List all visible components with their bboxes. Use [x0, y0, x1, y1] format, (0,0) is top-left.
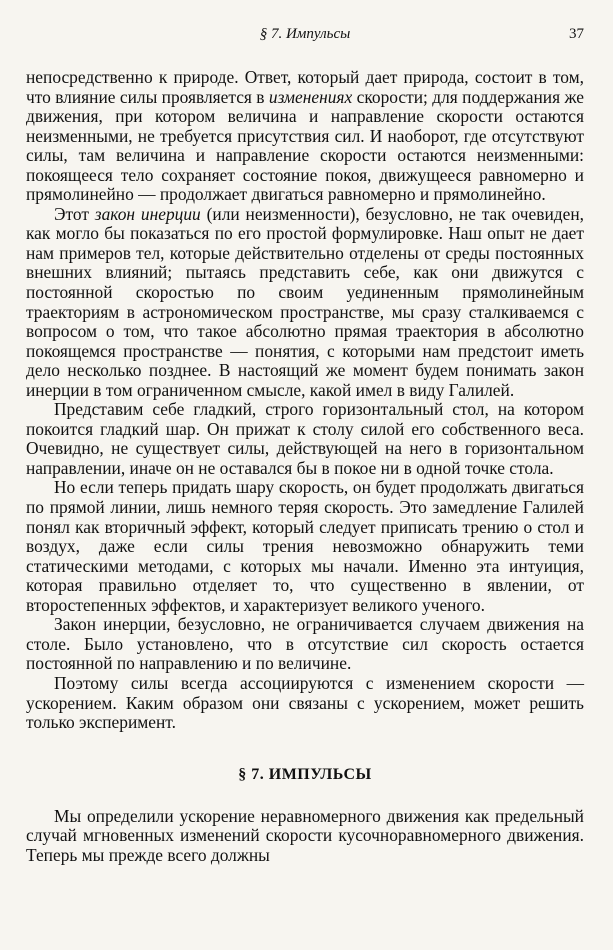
emphasis-changes: изменениях — [268, 86, 353, 107]
paragraph-4: Но если теперь придать шару скорость, он будет продолжать двигаться по прямой линии, лишь немного теряя скорость. Это замедление Галилей понял как вторичный эффект, который следует приписать трению о стол и воздух, даже если силы трения невозможно обнаружить теми статическими методами, с которых мы начали. Именно эта интуиция, которая правильно отделяет то, что существенно в явлении, от второстепенных эффектов, и характеризует великого ученого. — [26, 477, 584, 615]
paragraph-1-end: скорости; для поддержания же движения, при котором величина и направление скорости остаются неизменными, не требуется присутствия сил. И наоборот, где отсутствуют силы, там величина и направление скорости остаются неизменными: покоящееся тело сохраняет состояние покоя, движущееся равномерно и прямолинейно — продолжает двигаться равномерно и прямолинейно. — [26, 86, 584, 205]
running-title: § 7. Импульсы — [259, 26, 351, 42]
emphasis-law-of-inertia: закон инерции — [94, 203, 201, 224]
page-number: 37 — [569, 26, 584, 42]
section-body — [26, 807, 584, 866]
body-text — [26, 68, 584, 733]
paragraph-1 — [26, 68, 584, 205]
paragraph-2-start: Этот — [54, 203, 95, 224]
paragraph-3: Представим себе гладкий, строго горизонтальный стол, на котором покоится гладкий шар. Он прижат к столу силой его собственного веса. Очевидно, не существует силы, действующей на него в горизонтальном направлении, иначе он не оставался бы в покое ни в одной точке стола. — [26, 399, 584, 478]
running-header — [26, 18, 584, 44]
section-paragraph-1: Мы определили ускорение неравномерного движения как предельный случай мгновенных изменений скорости кусочноравномерного движения. Теперь мы прежде всего должны — [26, 805, 584, 865]
paragraph-5: Закон инерции, безусловно, не ограничивается случаем движения на столе. Было установлено, что в отсутствие сил скорость остается постоянной по направлению и по величине. — [26, 614, 584, 674]
paragraph-6: Поэтому силы всегда ассоциируются с изменением скорости — ускорением. Каким образом они связаны с ускорением, может решить только эксперимент. — [26, 672, 584, 733]
section-heading: § 7. ИМПУЛЬСЫ — [238, 765, 372, 783]
book-page — [26, 18, 584, 865]
paragraph-1-start: непосредственно к природе. Ответ, который дает природа, состоит в том, что влияние силы проявляется в — [26, 67, 584, 107]
paragraph-2-end: (или неизменности), безусловно, не так очевиден, как могло бы показаться по его простой формулировке. Наш опыт не дает нам примеров тел, которые действительно отделены от среды постоянных внешних влияний; пытаясь представить себе, как они движутся с постоянной скоростью по своим уединенным прямолинейным траекториям в астрономическом пространстве, мы сразу сталкиваемся с вопросом о том, что такое абсолютно прямая траектория в абсолютно покоящемся пространстве — понятия, с которыми нам предстоит иметь дело несколько позднее. В настоящий же момент будем понимать закон инерции в том ограниченном смысле, какой имел в виду Галилей. — [26, 203, 584, 400]
paragraph-2 — [26, 205, 584, 400]
